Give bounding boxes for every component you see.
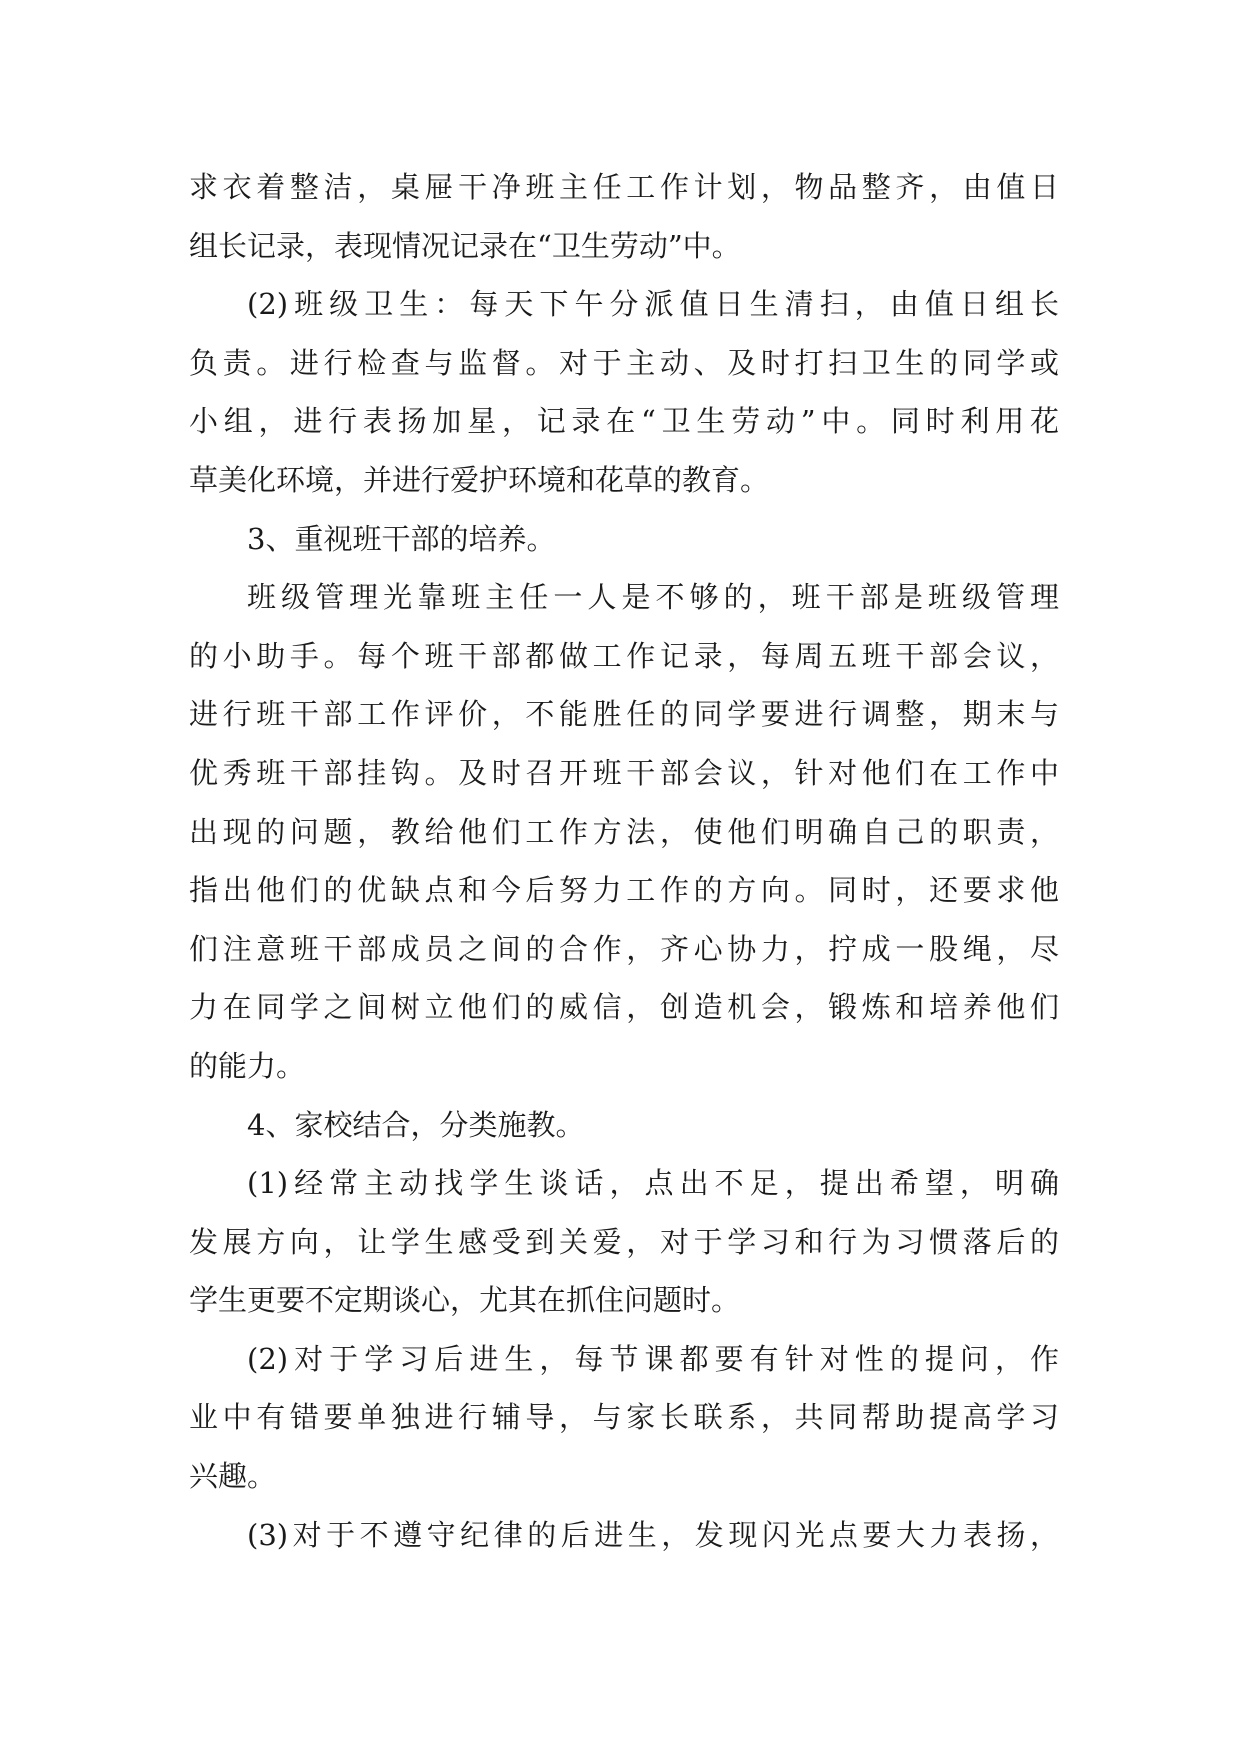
text-line: (3)对于不遵守纪律的后进生，发现闪光点要大力表扬， bbox=[247, 1517, 1059, 1552]
text-line: 的小助手。每个班干部都做工作记录，每周五班干部会议， bbox=[189, 638, 1059, 673]
text-line: 发展方向，让学生感受到关爱，对于学习和行为习惯落后的 bbox=[189, 1224, 1059, 1259]
text-line: (2)班级卫生：每天下午分派值日生清扫，由值日组长 bbox=[247, 287, 1059, 322]
text-line: 兴趣。 bbox=[189, 1459, 277, 1494]
text-line: 优秀班干部挂钩。及时召开班干部会议，针对他们在工作中 bbox=[189, 755, 1059, 790]
text-line: 们注意班干部成员之间的合作，齐心协力，拧成一股绳，尽 bbox=[189, 931, 1059, 966]
text-line: 组长记录，表现情况记录在“卫生劳动”中。 bbox=[189, 228, 741, 263]
document-body bbox=[189, 158, 1059, 1564]
text-line: 出现的问题，教给他们工作方法，使他们明确自己的职责， bbox=[189, 814, 1059, 849]
text-line: 学生更要不定期谈心，尤其在抓住问题时。 bbox=[189, 1283, 741, 1318]
text-line: 业中有错要单独进行辅导，与家长联系，共同帮助提高学习 bbox=[189, 1400, 1059, 1435]
section-heading: 4、家校结合，分类施教。 bbox=[247, 1107, 585, 1142]
section-heading: 3、重视班干部的培养。 bbox=[247, 521, 556, 556]
text-line: 指出他们的优缺点和今后努力工作的方向。同时，还要求他 bbox=[189, 873, 1059, 908]
text-line: 草美化环境，并进行爱护环境和花草的教育。 bbox=[189, 462, 770, 497]
text-line: 力在同学之间树立他们的威信，创造机会，锻炼和培养他们 bbox=[189, 990, 1059, 1025]
text-line: 班级管理光靠班主任一人是不够的，班干部是班级管理 bbox=[247, 580, 1059, 615]
text-line: (2)对于学习后进生，每节课都要有针对性的提问，作 bbox=[247, 1341, 1059, 1376]
text-line: 的能力。 bbox=[189, 1048, 306, 1083]
text-line: 小组，进行表扬加星，记录在“卫生劳动”中。同时利用花 bbox=[189, 404, 1059, 439]
text-line: 负责。进行检查与监督。对于主动、及时打扫卫生的同学或 bbox=[189, 345, 1059, 380]
text-line: (1)经常主动找学生谈话，点出不足，提出希望，明确 bbox=[247, 1166, 1059, 1201]
text-line: 求衣着整洁，桌屉干净班主任工作计划，物品整齐，由值日 bbox=[189, 170, 1059, 204]
text-line: 进行班干部工作评价，不能胜任的同学要进行调整，期末与 bbox=[189, 697, 1059, 732]
